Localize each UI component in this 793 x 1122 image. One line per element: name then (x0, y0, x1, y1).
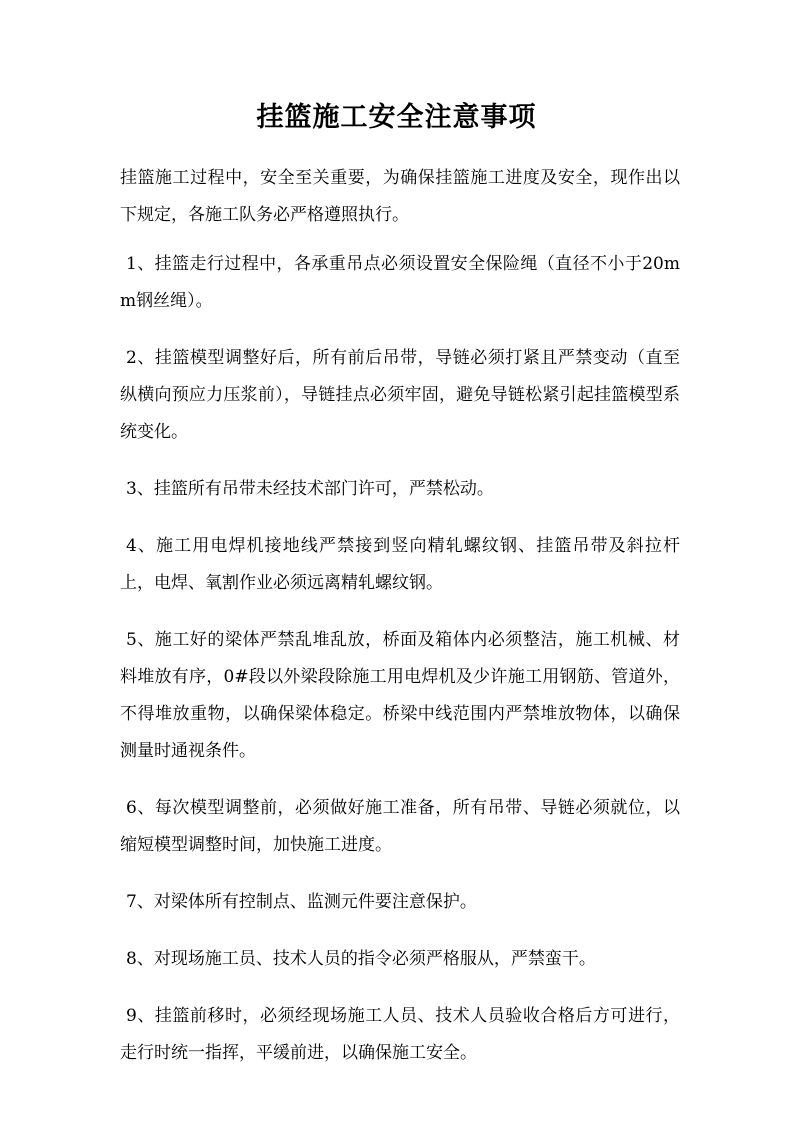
rule-item-8: 8、对现场施工员、技术人员的指令必须严格服从，严禁蛮干。 (126, 949, 596, 969)
rule-item-4: 4、施工用电焊机接地线严禁接到竖向精轧螺纹钢、挂篮吊带及斜拉杆上，电焊、氧割作业必须远离精轧螺纹钢。 (120, 536, 680, 593)
rule-item-9: 9、挂篮前移时，必须经现场施工人员、技术人员验收合格后方可进行，走行时统一指挥，平缓前进，以确保施工安全。 (120, 1006, 680, 1063)
intro-paragraph: 挂篮施工过程中，安全至关重要，为确保挂篮施工进度及安全，现作出以下规定，各施工队务必严格遵照执行。 (120, 168, 680, 225)
rule-item-2: 2、挂篮模型调整好后，所有前后吊带，导链必须打紧且严禁变动（直至纵横向预应力压浆前），导链挂点必须牢固，避免导链松紧引起挂篮模型系统变化。 (120, 348, 680, 442)
rule-item-5: 5、施工好的梁体严禁乱堆乱放，桥面及箱体内必须整洁，施工机械、材料堆放有序，0#段以外梁段除施工用电焊机及少许施工用钢筋、管道外，不得堆放重物，以确保梁体稳定。桥梁中线范围内严禁堆放物体，以确保测量时通视条件。 (120, 630, 680, 761)
document-body (120, 160, 680, 1092)
document-title: 挂篮施工安全注意事项 (256, 102, 537, 133)
rule-item-7: 7、对梁体所有控制点、监测元件要注意保护。 (126, 892, 477, 912)
rule-item-6: 6、每次模型调整前，必须做好施工准备，所有吊带、导链必须就位，以缩短模型调整时间，加快施工进度。 (120, 798, 680, 855)
rule-item-3: 3、挂篮所有吊带未经技术部门许可，严禁松动。 (126, 479, 494, 499)
rule-item-1: 1、挂篮走行过程中，各承重吊点必须设置安全保险绳（直径不小于20mm钢丝绳）。 (120, 254, 680, 311)
